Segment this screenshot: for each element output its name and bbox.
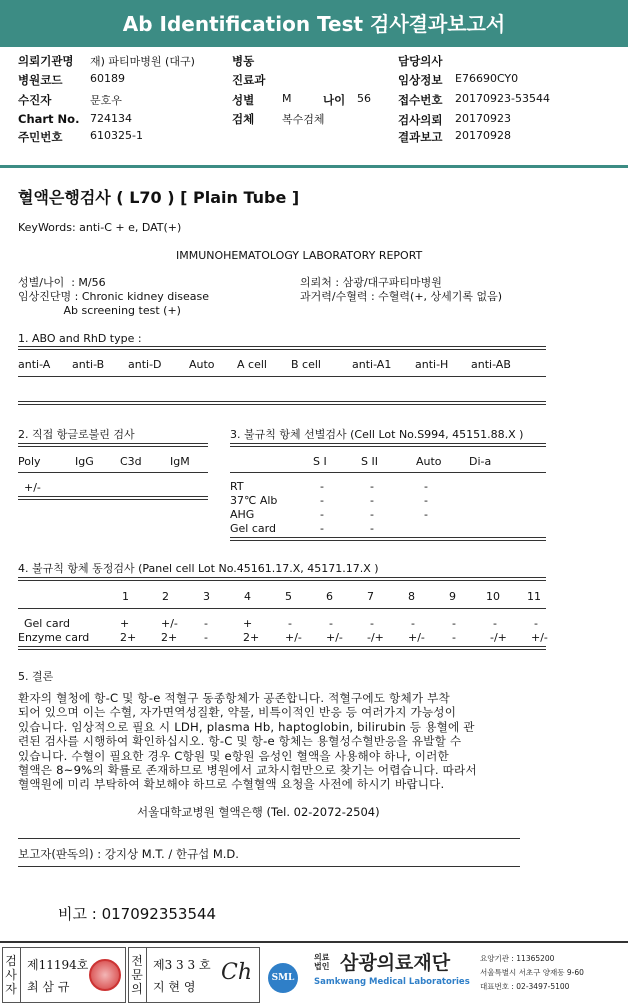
footer	[0, 941, 628, 1006]
conclusion-line: 련된 검사를 시행하여 확인하십시오. 항-C 및 항-e 항체는 용혈성수혈반응을 유발할 수	[18, 734, 462, 749]
screening-col: S II	[361, 455, 378, 468]
panel-col: 10	[486, 590, 500, 603]
panel-cell: +/-	[326, 631, 343, 644]
panel-col: 1	[122, 590, 129, 603]
panel-col: 5	[285, 590, 292, 603]
reporter-rule-top	[18, 838, 520, 839]
panel-col: 9	[449, 590, 456, 603]
patient-screening: Ab screening test (+)	[18, 304, 181, 317]
signature: Ch	[221, 960, 253, 985]
panel-cell: -	[452, 631, 456, 644]
specialist-no: 제3 3 3 호	[153, 958, 211, 972]
panel-cell: +/-	[531, 631, 548, 644]
abo-col: anti-A1	[352, 358, 392, 371]
specialist-box	[128, 947, 260, 1003]
panel-cell: 2+	[120, 631, 137, 644]
screening-cell: -	[424, 508, 428, 521]
abo-col: anti-A	[18, 358, 51, 371]
panel-rule-mid	[18, 608, 546, 609]
inspector-divider	[20, 948, 21, 1002]
header-info	[0, 51, 628, 167]
institution-line: 서울대학교병원 혈액은행 (Tel. 02-2072-2504)	[137, 805, 380, 819]
value-specimen: 복수검체	[282, 113, 325, 126]
panel-row-name: Enzyme card	[18, 631, 90, 644]
panel-cell: +/-	[408, 631, 425, 644]
conclusion-line: 환자의 혈청에 항-C 및 항-e 적혈구 동종항체가 공존합니다. 적혈구에도 항체가 부착	[18, 691, 450, 705]
label-request-date: 검사의뢰	[398, 113, 443, 127]
panel-col: 2	[162, 590, 169, 603]
label-doctor: 담당의사	[398, 54, 443, 68]
screening-cell: -	[370, 480, 374, 493]
panel-cell: -	[493, 617, 497, 630]
value-sex: M	[282, 92, 292, 105]
brand-english: Samkwang Medical Laboratories	[314, 977, 470, 987]
panel-rule-top	[18, 577, 546, 581]
panel-col: 4	[244, 590, 251, 603]
section-title: 혈액은행검사 ( L70 ) [ Plain Tube ]	[18, 188, 300, 207]
abo-rule-bottom	[18, 401, 546, 405]
dat-col: Poly	[18, 455, 41, 468]
value-report-date: 20170928	[455, 129, 511, 142]
screening-col: Auto	[416, 455, 442, 468]
panel-col: 3	[203, 590, 210, 603]
inspector-box	[2, 947, 126, 1003]
screening-heading: 3. 불규칙 항체 선별검사 (Cell Lot No.S994, 45151.88.X )	[230, 428, 524, 441]
abo-col: anti-B	[72, 358, 105, 371]
screening-cell: -	[370, 522, 374, 535]
dat-col: IgM	[170, 455, 190, 468]
panel-cell: -	[204, 617, 208, 630]
screening-cell: -	[370, 508, 374, 521]
label-patient: 수진자	[18, 93, 52, 107]
screening-cell: -	[320, 508, 324, 521]
report-banner	[0, 0, 628, 47]
screening-cell: -	[370, 494, 374, 507]
value-receipt-no: 20170923-53544	[455, 92, 550, 105]
specialist-name: 지 현 영	[153, 980, 196, 994]
label-sex: 성별	[232, 93, 255, 107]
screening-row-name: Gel card	[230, 522, 276, 535]
dat-col: IgG	[75, 455, 94, 468]
patient-requester: 의뢰처 : 삼광/대구파티마병원	[300, 276, 442, 289]
panel-cell: -	[288, 617, 292, 630]
value-resident-no: 610325-1	[90, 129, 143, 142]
inspector-name: 최 삼 규	[27, 980, 70, 994]
brand-name: 삼광의료재단	[340, 952, 451, 974]
label-department: 진료과	[232, 73, 266, 87]
dat-heading: 2. 직접 항글로불린 검사	[18, 428, 135, 441]
reporter-rule-bottom	[18, 866, 520, 867]
panel-cell: -	[329, 617, 333, 630]
keywords: KeyWords: anti-C + e, DAT(+)	[18, 221, 182, 234]
panel-col: 6	[326, 590, 333, 603]
conclusion-line: 있습니다. 임상적으로 필요 시 LDH, plasma Hb, haptoglobin, bilirubin 등 용혈에 관	[18, 719, 475, 734]
panel-row-name: Gel card	[24, 617, 70, 630]
value-clinical-info: E76690CY0	[455, 72, 519, 85]
inspector-label-char: 사	[5, 968, 17, 982]
screening-cell: -	[320, 494, 324, 507]
panel-cell: -	[452, 617, 456, 630]
sml-logo-icon: SML	[268, 963, 298, 993]
abo-col: anti-AB	[471, 358, 511, 371]
label-institution: 의뢰기관명	[18, 54, 74, 68]
report-title: Ab Identification Test 검사결과보고서	[122, 12, 506, 36]
value-hospital-code: 60189	[90, 72, 125, 85]
panel-cell: -/+	[490, 631, 507, 644]
abo-rule-mid	[18, 376, 546, 377]
screening-rule-mid	[230, 472, 546, 473]
conclusion-text	[18, 691, 614, 792]
screening-cell: -	[424, 480, 428, 493]
contact-address: 서울특별시 서초구 양재동 9-60	[480, 968, 584, 977]
screening-row-name: 37℃ Alb	[230, 494, 278, 507]
label-report-date: 결과보고	[398, 130, 443, 144]
dat-rule-mid	[18, 472, 208, 473]
screening-cell: -	[320, 480, 324, 493]
panel-col: 11	[527, 590, 541, 603]
seal-stamp-icon	[89, 959, 121, 991]
patient-diagnosis: 임상진단명 : Chronic kidney disease	[18, 290, 209, 303]
inspector-label-char: 자	[5, 982, 17, 996]
panel-cell: +/-	[161, 617, 178, 630]
abo-col: anti-D	[128, 358, 162, 371]
specialist-label-char: 문	[131, 968, 143, 982]
inspector-label-char: 검	[5, 954, 17, 968]
value-institution: 재) 파티마병원 (대구)	[90, 55, 195, 68]
dat-rule-top	[18, 443, 208, 447]
panel-cell: -	[411, 617, 415, 630]
specialist-label-char: 의	[131, 982, 143, 996]
label-ward: 병동	[232, 54, 255, 68]
panel-rule-bottom	[18, 646, 546, 650]
panel-col: 8	[408, 590, 415, 603]
label-age: 나이	[323, 93, 346, 107]
conclusion-line: 혈액원에 미리 부탁하여 확보해야 하므로 수혈혈액 요청을 사전에 하시기 바랍니다.	[18, 777, 445, 792]
value-age: 56	[357, 92, 371, 105]
label-hospital-code: 병원코드	[18, 73, 63, 87]
abo-col: A cell	[237, 358, 267, 371]
specialist-label-char: 전	[131, 954, 143, 968]
abo-rule-top	[18, 346, 546, 350]
lab-report-title: IMMUNOHEMATOLOGY LABORATORY REPORT	[176, 249, 423, 262]
contact-code: 요양기관 : 11365200	[480, 954, 555, 963]
abo-col: Auto	[189, 358, 215, 371]
header-divider	[0, 165, 628, 168]
screening-row-name: RT	[230, 480, 244, 493]
reporter-line: 보고자(판독의) : 강지상 M.T. / 한규섭 M.D.	[18, 847, 239, 861]
label-resident-no: 주민번호	[18, 130, 63, 144]
conclusion-heading: 5. 결론	[18, 670, 54, 683]
panel-cell: +/-	[285, 631, 302, 644]
inspector-no: 제11194호	[27, 958, 89, 972]
screening-rule-bottom	[230, 537, 546, 541]
panel-cell: 2+	[161, 631, 178, 644]
dat-rule-bottom	[18, 496, 208, 500]
screening-rule-top	[230, 443, 546, 447]
dat-col: C3d	[120, 455, 142, 468]
screening-row-name: AHG	[230, 508, 255, 521]
remark: 비고 : 017092353544	[58, 905, 217, 923]
label-chart-no: Chart No.	[18, 112, 80, 126]
value-chart-no: 724134	[90, 112, 132, 125]
panel-cell: -/+	[367, 631, 384, 644]
patient-sex-age: 성별/나이 : M/56	[18, 276, 106, 289]
screening-cell: -	[424, 494, 428, 507]
value-patient: 문호우	[90, 94, 122, 107]
panel-col: 7	[367, 590, 374, 603]
panel-cell: -	[204, 631, 208, 644]
specialist-divider	[146, 948, 147, 1002]
conclusion-line: 혈액은 8~9%의 확률로 존재하므로 병원에서 교차시험만으로 찾기는 어렵습니다. 따라서	[18, 763, 477, 778]
dat-result: +/-	[24, 481, 41, 494]
panel-cell: -	[370, 617, 374, 630]
panel-heading: 4. 불규칙 항체 동정검사 (Panel cell Lot No.45161.17.X, 45171.17.X )	[18, 562, 379, 575]
contact-phone: 대표번호 : 02-3497-5100	[480, 982, 570, 991]
screening-col: Di-a	[469, 455, 492, 468]
abo-col: B cell	[291, 358, 321, 371]
panel-cell: +	[243, 617, 253, 630]
brand-prefix: 의료법인	[314, 952, 330, 971]
panel-cell: +	[120, 617, 130, 630]
label-clinical-info: 임상정보	[398, 73, 443, 87]
screening-col: S I	[313, 455, 327, 468]
conclusion-line: 있습니다. 수혈이 필요한 경우 C항원 및 e항원 음성인 혈액을 사용해야 하나, 이러한	[18, 748, 449, 763]
abo-col: anti-H	[415, 358, 449, 371]
label-receipt-no: 접수번호	[398, 93, 443, 107]
label-specimen: 검체	[232, 112, 255, 126]
conclusion-line: 되어 있으며 이는 수혈, 자가면역성질환, 약물, 비특이적인 반응 등 여러가지 가능성이	[18, 705, 457, 720]
abo-heading: 1. ABO and RhD type :	[18, 332, 142, 345]
panel-cell: 2+	[243, 631, 260, 644]
screening-cell: -	[320, 522, 324, 535]
panel-cell: -	[534, 617, 538, 630]
patient-history: 과거력/수혈력 : 수혈력(+, 상세기록 없음)	[300, 290, 503, 303]
value-request-date: 20170923	[455, 112, 511, 125]
